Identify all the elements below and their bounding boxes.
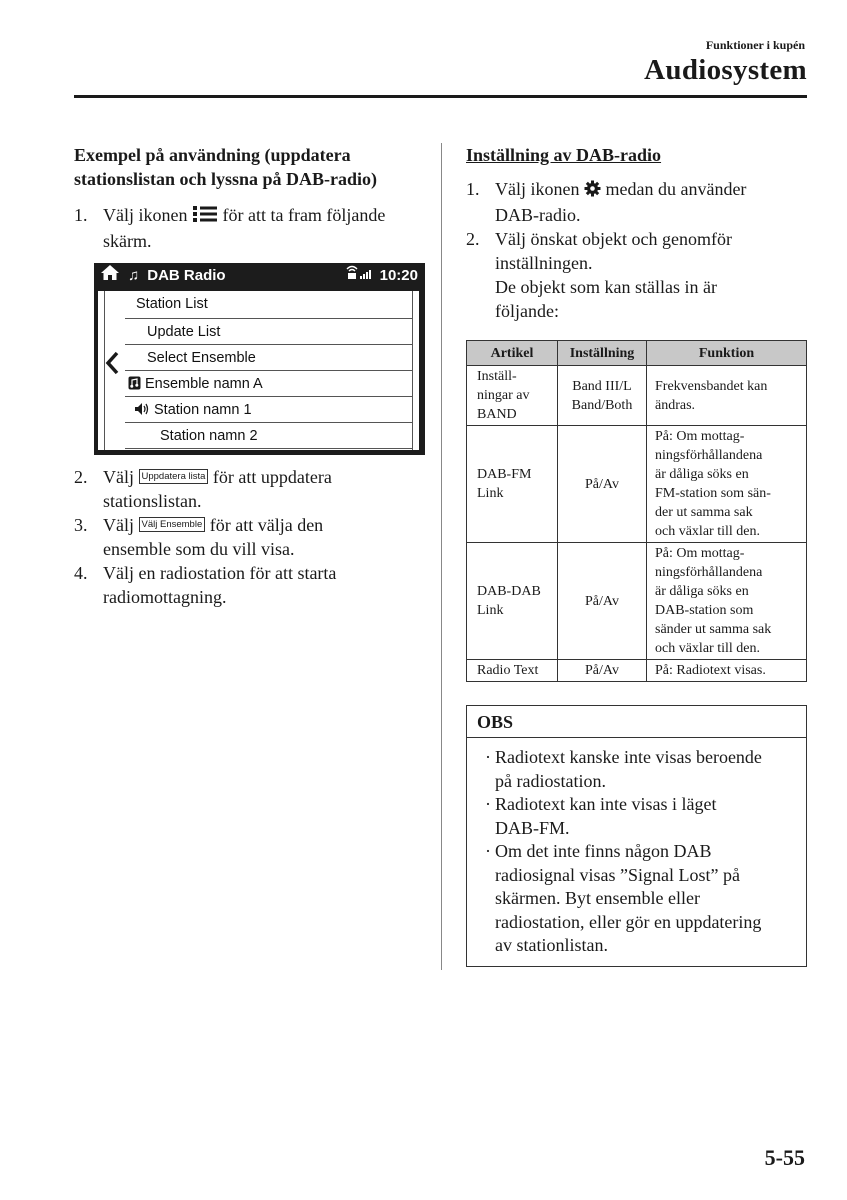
table-row [467, 660, 807, 682]
menu-item-label: Station namn 2 [160, 428, 258, 444]
bullet: · [485, 747, 491, 767]
menu-item-label: Station List [136, 296, 208, 312]
clock: 10:20 [379, 267, 418, 284]
table-header-row [467, 341, 807, 366]
step-text: Välj ikonen [103, 205, 188, 225]
step-text: DAB-radio. [495, 205, 581, 225]
page-number: 5-55 [764, 1145, 805, 1170]
settings-table [466, 340, 807, 682]
cell-line: Band III/L [572, 378, 632, 394]
dab-radio-screen [94, 263, 425, 455]
step-number: 3. [74, 515, 88, 535]
note-line: radiosignal visas ”Signal Lost” på [495, 864, 740, 885]
note-item [485, 840, 794, 958]
note-title: OBS [467, 706, 806, 738]
step-text: skärm. [103, 231, 152, 251]
cell-line: Inställ- [477, 369, 517, 384]
cell-line: ningsförhållandena [655, 565, 763, 580]
left-column [74, 143, 424, 609]
step-number: 2. [466, 229, 480, 249]
menu-item-station-list[interactable] [104, 291, 413, 316]
signal-icon [345, 264, 375, 288]
step-text: för att välja den [209, 515, 324, 535]
table-cell [647, 426, 807, 543]
step-text: för att uppdatera [212, 467, 332, 487]
table-cell: Radio Text [467, 660, 558, 682]
step-text: Välj [103, 467, 134, 487]
note-line: av stationlistan. [495, 935, 608, 955]
step-number: 4. [74, 563, 88, 583]
menu-item-label: Select Ensemble [147, 350, 256, 366]
column-header: Funktion [647, 341, 807, 366]
step-text: De objekt som kan ställas in är [495, 277, 717, 297]
note-box [466, 705, 807, 967]
cell-line: Link [477, 603, 504, 618]
step-text: följande: [495, 301, 559, 321]
column-header: Artikel [467, 341, 558, 366]
speaker-icon [134, 399, 150, 426]
step-2 [74, 465, 424, 513]
cell-line: Link [477, 486, 504, 501]
cell-line: är dåliga söks en [655, 584, 749, 599]
cell-line: Frekvensbandet kan [655, 378, 768, 394]
cell-line: Band/Both [571, 397, 633, 413]
cell-line: der ut samma sak [655, 505, 753, 520]
menu-item-ensemble[interactable] [125, 371, 413, 397]
bullet: · [485, 841, 491, 861]
cell-line: ningar av [477, 388, 530, 403]
section-label: Funktioner i kupén [705, 38, 805, 52]
menu-item-label: Ensemble namn A [145, 376, 263, 392]
note-item [485, 746, 794, 793]
ensemble-icon [128, 373, 141, 400]
step-1 [74, 203, 424, 253]
note-line: radiostation, eller gör en uppdatering [495, 911, 762, 932]
status-area [345, 264, 418, 288]
step-number: 1. [74, 205, 88, 225]
cell-line: DAB-station som [655, 603, 754, 618]
page-title: Audiosystem [644, 54, 807, 86]
gear-icon [584, 179, 601, 203]
cell-line: På: Om mottag- [655, 429, 745, 444]
cell-line: och växlar till den. [655, 641, 760, 656]
step-text: radiomottagning. [103, 587, 227, 607]
menu-item-update-list[interactable] [125, 319, 413, 345]
cell-line: ningsförhållandena [655, 448, 763, 463]
step-number: 2. [74, 467, 88, 487]
table-cell: På/Av [558, 543, 647, 660]
step-text: inställningen. [495, 253, 593, 273]
step-text: ensemble som du vill visa. [103, 539, 295, 559]
step-text: Välj önskat objekt och genomför [495, 229, 732, 249]
screen-body [98, 291, 419, 450]
example-heading-line1: Exempel på användning (uppdatera [74, 145, 351, 165]
menu-item-label: Station namn 1 [154, 402, 252, 418]
step-4 [74, 561, 424, 609]
cell-line: FM-station som sän- [655, 486, 771, 501]
bullet: · [485, 794, 491, 814]
step-text: Välj en radiostation för att starta [103, 563, 337, 583]
dab-settings-heading: Inställning av DAB-radio [466, 145, 662, 165]
table-cell: På/Av [558, 426, 647, 543]
menu-item-station-2[interactable] [125, 423, 413, 449]
step-text: stationslistan. [103, 491, 202, 511]
table-row [467, 543, 807, 660]
column-divider [441, 143, 442, 970]
example-heading [74, 143, 424, 191]
table-cell [647, 543, 807, 660]
menu-item-select-ensemble[interactable] [125, 345, 413, 371]
cell-line: är dåliga söks en [655, 467, 749, 482]
cell-line: sänder ut samma sak [655, 622, 772, 637]
cell-line: och växlar till den. [655, 524, 760, 539]
note-line: Radiotext kanske inte visas beroende [495, 747, 762, 767]
table-row [467, 426, 807, 543]
menu-item-label: Update List [147, 324, 221, 340]
home-icon [100, 264, 120, 289]
note-line: DAB-FM. [495, 817, 570, 838]
menu-item-station-1[interactable] [125, 397, 413, 423]
table-cell: På: Radiotext visas. [647, 660, 807, 682]
note-line: skärmen. Byt ensemble eller [495, 888, 700, 908]
example-heading-line2: stationslistan och lyssna på DAB-radio) [74, 169, 378, 189]
table-cell [647, 366, 807, 426]
step-text: Välj [103, 515, 134, 535]
table-cell [467, 426, 558, 543]
table-cell: På/Av [558, 660, 647, 682]
cell-line: BAND [477, 407, 517, 422]
screen-title-bar [94, 263, 425, 289]
step-number: 1. [466, 179, 480, 199]
divider [104, 291, 105, 450]
cell-line: DAB-DAB [477, 584, 541, 599]
select-ensemble-button: Välj Ensemble [139, 517, 206, 532]
music-note-icon: ♫ [128, 267, 140, 284]
step-text: Välj ikonen [495, 179, 580, 199]
back-arrow-icon[interactable] [105, 351, 119, 381]
table-cell [467, 366, 558, 426]
step-text: medan du använder [605, 179, 747, 199]
step-1 [466, 177, 807, 227]
step-3 [74, 513, 424, 561]
step-text: för att ta fram följande [222, 205, 386, 225]
right-column [466, 143, 807, 967]
step-2 [466, 227, 807, 323]
note-line: Om det inte finns någon DAB [495, 841, 712, 861]
cell-line: DAB-FM [477, 467, 532, 482]
column-header: Inställning [558, 341, 647, 366]
cell-line: På: Om mottag- [655, 546, 745, 561]
list-icon [192, 205, 218, 229]
header-rule [74, 95, 807, 98]
note-item [485, 793, 794, 840]
update-list-button: Uppdatera lista [139, 469, 209, 484]
note-line: på radiostation. [495, 770, 606, 791]
note-line: Radiotext kan inte visas i läget [495, 794, 717, 814]
screen-title: DAB Radio [147, 267, 226, 284]
table-cell [467, 543, 558, 660]
table-cell [558, 366, 647, 426]
cell-line: ändras. [655, 397, 696, 413]
note-body [467, 738, 806, 966]
table-row [467, 366, 807, 426]
